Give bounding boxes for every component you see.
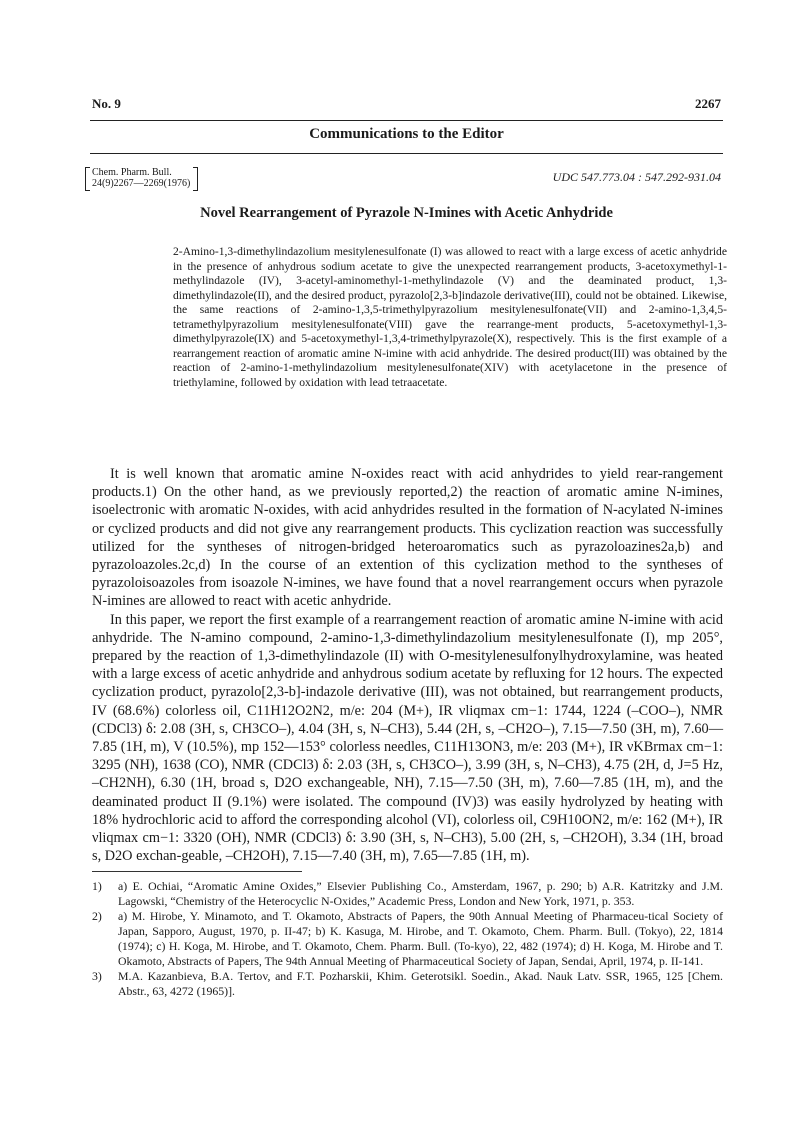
footnote-text: a) M. Hirobe, Y. Minamoto, and T. Okamoto, Abstracts of Papers, the 90th Annual Meeting of Pharmaceu-tical Society of Japan, Sapporo, August, 1970, p. II-47; b) K. Kasuga, M. Hirobe, and T. Okamoto, Chem. Pharm. Bull. (Tokyo), 22, 1814 (1974); c) H. Koga, M. Hirobe, and T. Okamoto, Chem. Pharm. Bull. (To-kyo), 22, 482 (1974); d) H. Koga, M. Hirobe and T. Okamoto, Abstracts of Papers, The 94th Annual Meeting of Pharmaceutical Society of Japan, Sendai, April, 1974, p. II-141. xyxy=(118,909,723,968)
udc-code: UDC 547.773.04 : 547.292-931.04 xyxy=(552,170,721,184)
body-paragraph-2: In this paper, we report the first example of a rearrangement reaction of aromatic amine N-imine with acid anhydride. The N-amino compound, 2-amino-1,3-dimethylindazolium mesitylenesulfonate (I), mp 205°, prepared by the reaction of 1,3-dimethylindazole (II) with O-mesitylenesulfonylhydroxylamine, was heated with a large excess of acetic anhydride and anhydrous sodium acetate by refluxing for 12 hours. The expected cyclization product, pyrazolo[2,3-b]-indazole derivative (III), was not obtained, but rearrangement products, IV (68.6%) colorless oil, C11H12O2N2, m/e: 204 (M+), IR νliqmax cm−1: 1744, 1224 (–COO–), NMR (CDCl3) δ: 2.08 (3H, s, CH3CO–), 4.04 (3H, s, N–CH3), 5.44 (2H, s, –CH2O–), 7.15—7.50 (3H, m), 7.60—7.85 (1H, m), V (10.5%), mp 152—153° colorless needles, C11H13ON3, m/e: 203 (M+), IR νKBrmax cm−1: 3295 (NH), 1638 (CO), NMR (CDCl3) δ: 2.03 (3H, s, CH3CO–), 3.99 (3H, s, N–CH3), 4.75 (2H, d, J=5 Hz, –CH2NH), 6.30 (1H, broad s, D2O exchangeable, NH), 7.15—7.50 (3H, m), 7.60—7.85 (1H, m), and the deaminated product II (9.1%) were isolated. The compound (IV)3) was easily hydrolyzed by heating with 18% hydrochloric acid to afford the corresponding alcohol (VI), colorless oil, C9H10ON2, m/e: 162 (M+), IR νliqmax cm−1: 3320 (OH), NMR (CDCl3) δ: 3.90 (3H, s, N–CH3), 5.00 (2H, s, –CH2OH), 3.34 (1H, broad s, D2O exchan-geable, –CH2OH), 7.15—7.40 (3H, m), 7.65—7.85 (1H, m). xyxy=(92,611,723,865)
footnote-text: a) E. Ochiai, “Aromatic Amine Oxides,” Elsevier Publishing Co., Amsterdam, 1967, p. 290; b) A.R. Katritzky and J.M. Lagowski, “Chemistry of the Heterocyclic N-Oxides,” Academic Press, London and New York, 1971, p. 353. xyxy=(118,879,723,908)
article-body xyxy=(92,465,723,865)
page-number: 2267 xyxy=(695,96,721,111)
abstract xyxy=(173,245,727,390)
footnote-number: 2) xyxy=(92,909,102,923)
article-title: Novel Rearrangement of Pyrazole N-Imines with Acetic Anhydride xyxy=(200,205,613,221)
section-title: Communications to the Editor xyxy=(309,126,504,142)
body-paragraph-1: It is well known that aromatic amine N-oxides react with acid anhydrides to yield rear-rangement products.1) On the other hand, as we previously reported,2) the reaction of aromatic amine N-imines, isoelectronic with aromatic N-oxides, with acid anhydrides resulted in the formation of N-acylated N-imines or cyclized products and did not give any rearrangement products. This cyclization reaction was successfully utilized for the syntheses of nitrogen-bridged heteroaromatics such as pyrazoloazines2a,b) and pyrazoloazoles.2c,d) In the course of an extention of this cyclization method to the syntheses of pyrazoloisoazoles from isoazole N-imines, we have found that a novel rearrangement occurs when pyrazole N-imines are allowed to react with acetic anhydride. xyxy=(92,466,723,610)
top-rule xyxy=(90,120,723,121)
footnotes xyxy=(92,879,723,999)
footnote-rule xyxy=(92,871,302,872)
footnote-number: 1) xyxy=(92,879,102,893)
citation-volume: 24(9)2267—2269(1976) xyxy=(92,178,191,189)
footnote-text: M.A. Kazanbieva, B.A. Tertov, and F.T. Pozharskii, Khim. Geterotsikl. Soedin., Akad. Nauk Latv. SSR, 1965, 125 [Chem. Abstr., 63, 4272 (1965)]. xyxy=(118,969,723,998)
journal-citation xyxy=(92,167,190,189)
issue-number: No. 9 xyxy=(92,96,121,111)
citation-journal: Chem. Pharm. Bull. xyxy=(92,167,172,178)
footnote-number: 3) xyxy=(92,969,102,983)
citation-bracket-right xyxy=(193,167,198,191)
footnote xyxy=(92,879,723,909)
citation-bracket-left xyxy=(85,167,90,191)
section-rule xyxy=(90,153,723,154)
footnote xyxy=(92,969,723,999)
footnote xyxy=(92,909,723,969)
abstract-text: 2-Amino-1,3-dimethylindazolium mesitylenesulfonate (I) was allowed to react with a large excess of acetic anhydride in the presence of anhydrous sodium acetate to give the unexpected rearrangement products, 3-acetoxymethyl-1-methylindazole (IV), 3-acetyl-aminomethyl-1-methylindazole (V) and the deaminated product, 1,3-dimethylindazole(II), and the desired product, pyrazolo[2,3-b]indazole derivative(III), could not be obtained. Likewise, the same reactions of 2-amino-1,3,5-trimethylpyrazolium mesitylenesulfonate(VII) and 2-amino-1,3,4,5-tetramethylpyrazolium mesitylenesulfonate(VIII) gave the rearrange-ment products, 5-acetoxymethyl-1,3-dimethylpyrazole(IX) and 5-acetoxymethyl-1,3,4-trimethylpyrazole(X), respectively. This is the first example of a rearrangement reaction of aromatic amine N-imine with acid anhydride. The desired product(III) was obtained by the reaction of 2-amino-1-methylindazolium mesitylenesulfonate(XIV) with acetylacetone in the presence of triethylamine, followed by oxidation with lead tetraacetate. xyxy=(173,245,727,389)
